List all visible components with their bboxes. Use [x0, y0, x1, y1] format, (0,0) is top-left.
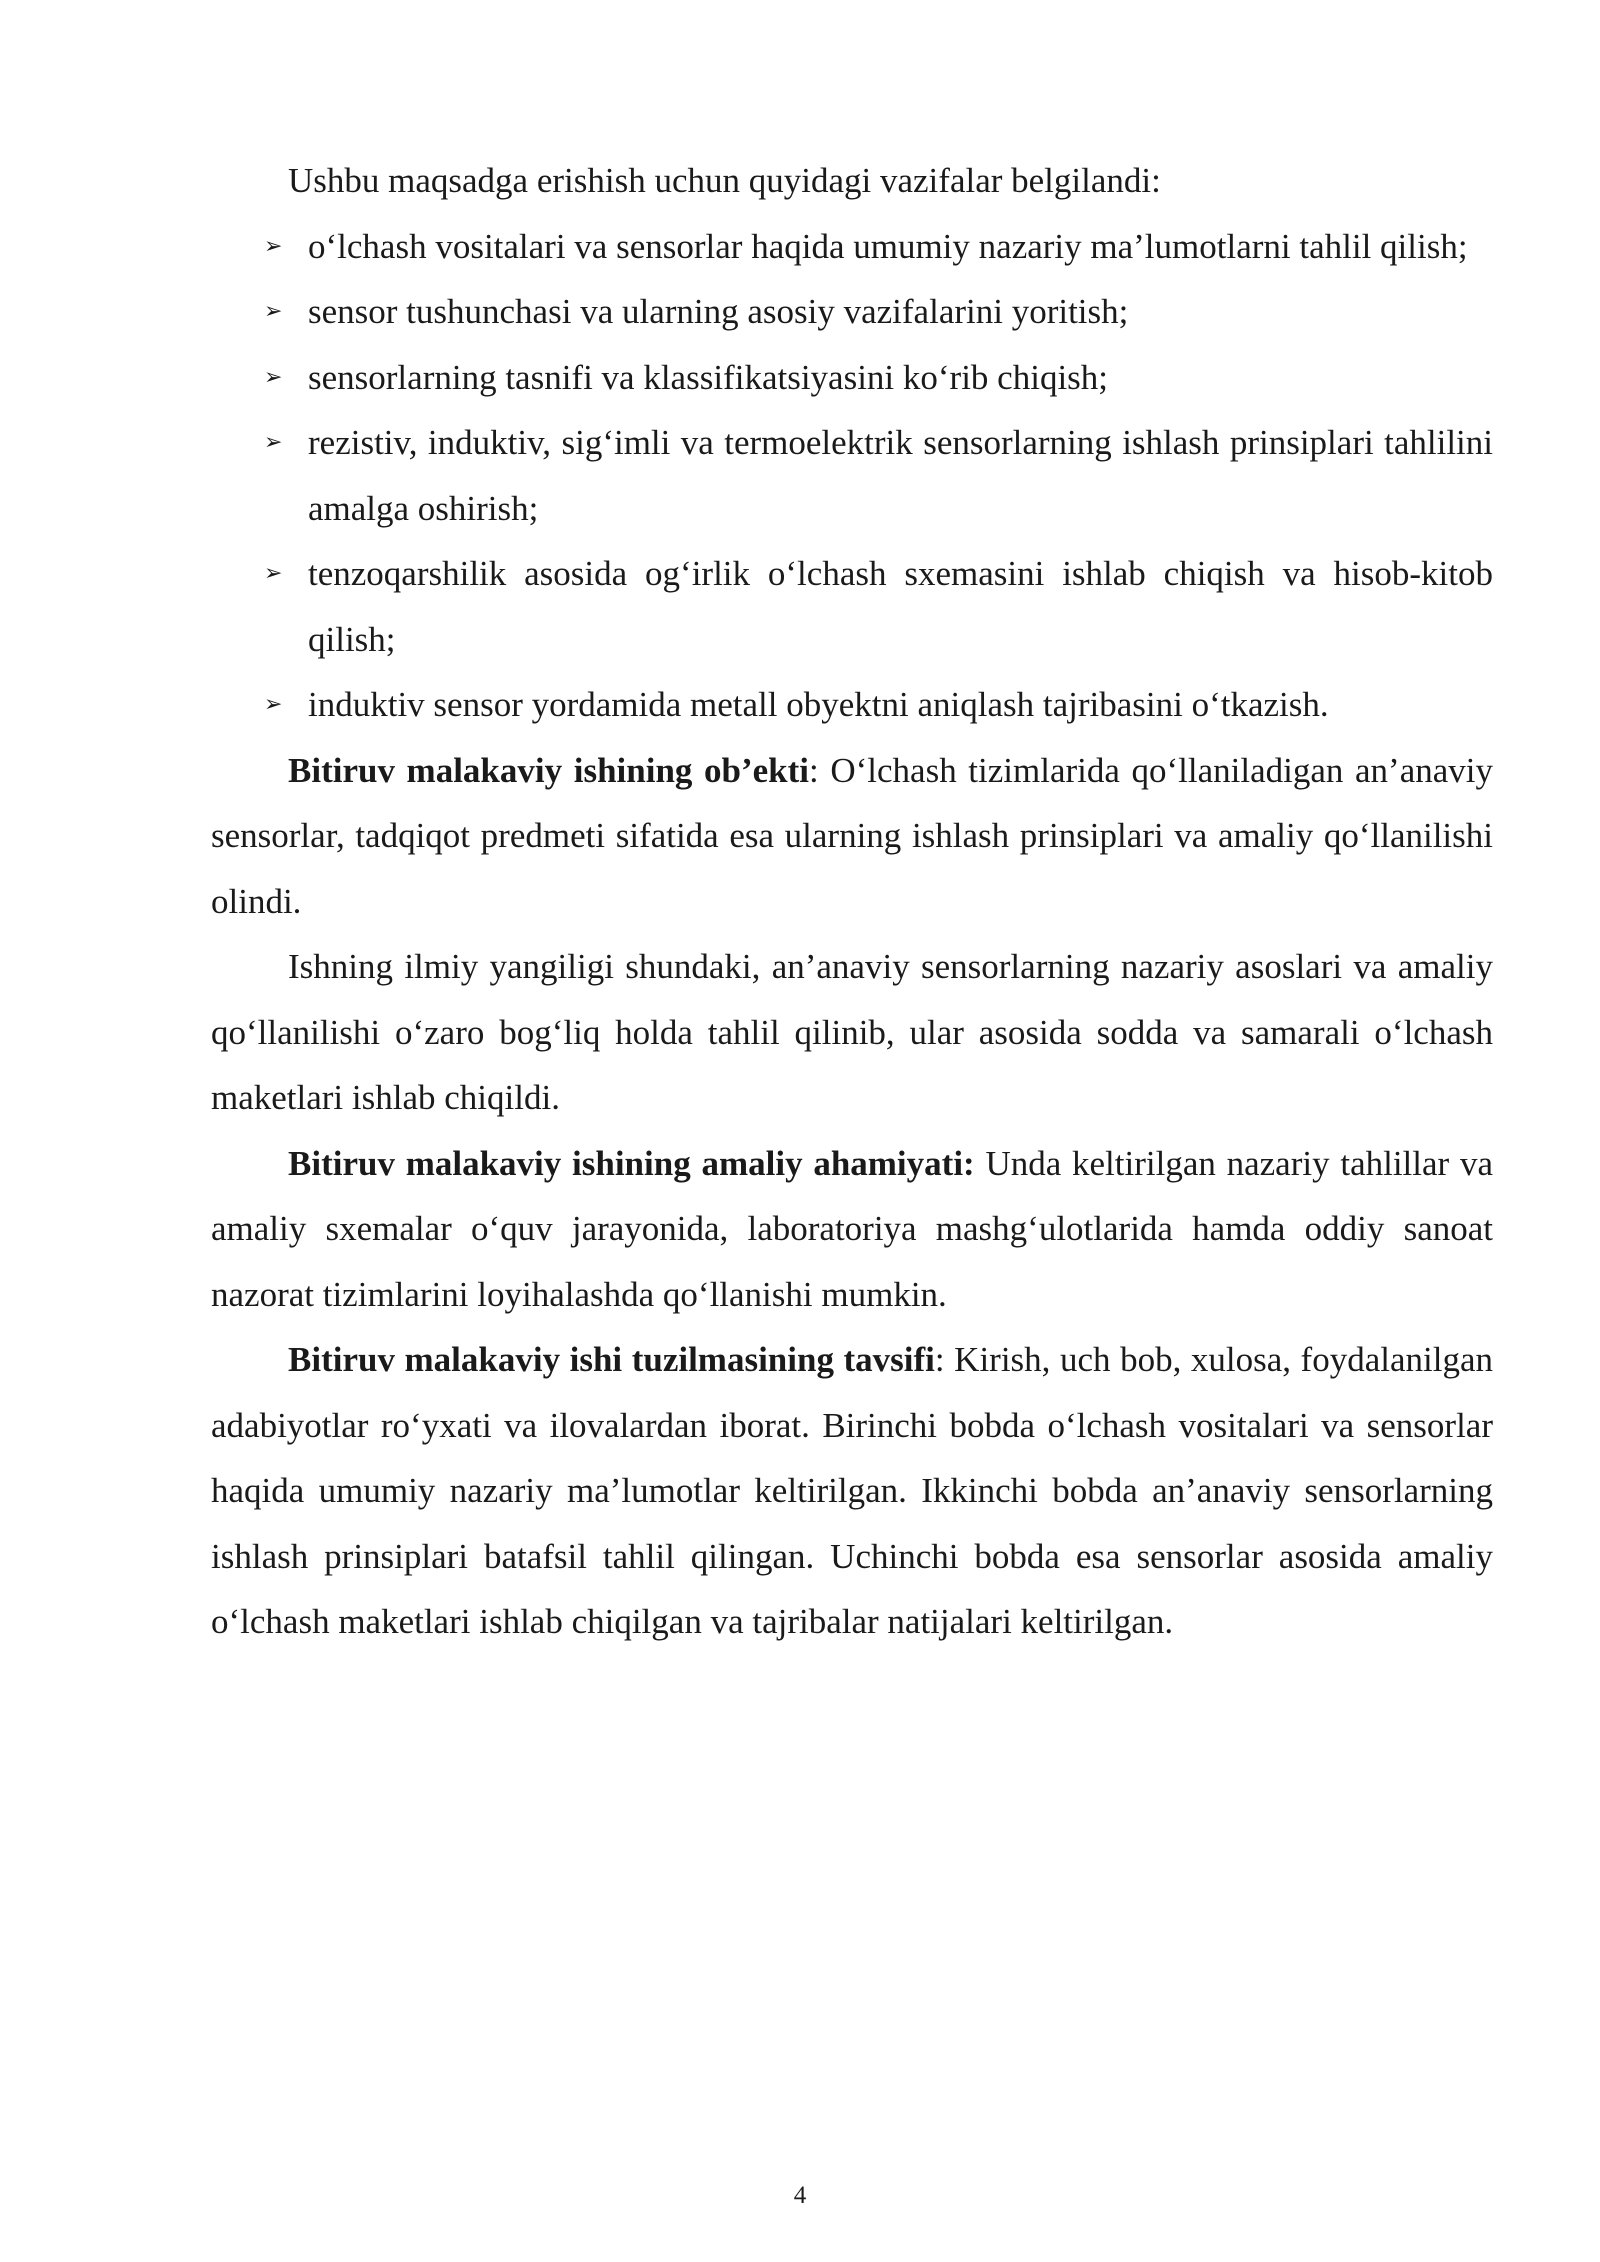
structure-label: Bitiruv malakaviy ishi tuzilmasining tavsifi [288, 1340, 935, 1379]
arrow-bullet-icon: ➢ [264, 364, 283, 390]
structure-text: : Kirish, uch bob, xulosa, foydalanilgan adabiyotlar ro‘yxati va ilovalardan iborat. Birinchi bobda o‘lchash vositalari va sensorlar haqida umumiy nazariy ma’lumotlar keltirilgan. Ikkinchi bobda an’anaviy sensorlarning ishlash prinsiplari batafsil tahlil qilingan. Uchinchi bobda esa sensorlar asosida amaliy o‘lchash maketlari ishlab chiqilgan va tajribalar natijalari keltirilgan. [211, 1340, 1493, 1641]
task-text: sensorlarning tasnifi va klassifikatsiyasini ko‘rib chiqish; [308, 357, 1109, 397]
intro-paragraph: Ushbu maqsadga erishish uchun quyidagi vazifalar belgilandi: [288, 161, 1161, 200]
significance-paragraph [211, 1131, 1493, 1328]
arrow-bullet-icon: ➢ [264, 430, 283, 455]
object-text: : O‘lchash tizimlarida qo‘llaniladigan an’anaviy sensorlar, tadqiqot predmeti sifatida esa ularning ishlash prinsiplari va amaliy qo‘llanilishi olindi. [211, 750, 1493, 921]
arrow-bullet-icon: ➢ [264, 561, 283, 586]
list-item [264, 410, 1493, 541]
structure-paragraph [211, 1327, 1493, 1655]
task-text: tenzoqarshilik asosida og‘irlik o‘lchash sxemasini ishlab chiqish va hisob-kitob qilish; [308, 554, 1493, 659]
list-item [264, 672, 1493, 738]
task-list [211, 214, 1493, 738]
significance-text: Unda keltirilgan nazariy tahlillar va amaliy sxemalar o‘quv jarayonida, laboratoriya mashg‘ulotlarida hamda oddiy sanoat nazorat tizimlarini loyihalashda qo‘llanishi mumkin. [211, 1143, 1493, 1314]
arrow-bullet-icon: ➢ [264, 233, 283, 259]
list-item [264, 541, 1493, 672]
object-label: Bitiruv malakaviy ishining ob’ekti [288, 750, 810, 790]
list-item [264, 279, 1493, 345]
list-item [264, 214, 1493, 280]
task-text: sensor tushunchasi va ularning asosiy vazifalarini yoritish; [308, 292, 1129, 331]
arrow-bullet-icon: ➢ [264, 692, 283, 717]
arrow-bullet-icon: ➢ [264, 299, 283, 324]
list-item [264, 345, 1493, 411]
object-paragraph [211, 738, 1493, 935]
novelty-paragraph: Ishning ilmiy yangiligi shundaki, an’anaviy sensorlarning nazariy asoslari va amaliy qo‘llanilishi o‘zaro bog‘liq holda tahlil qilinib, ular asosida sodda va samarali o‘lchash maketlari ishlab chiqildi. [211, 947, 1493, 1117]
page-number: 4 [793, 2182, 807, 2209]
task-text: o‘lchash vositalari va sensorlar haqida umumiy nazariy ma’lumotlarni tahlil qilish; [308, 226, 1468, 266]
significance-label: Bitiruv malakaviy ishining amaliy ahamiyati: [288, 1143, 975, 1183]
task-text: rezistiv, induktiv, sig‘imli va termoelektrik sensorlarning ishlash prinsiplari tahlilini amalga oshirish; [308, 423, 1493, 528]
task-text: induktiv sensor yordamida metall obyektni aniqlash tajribasini o‘tkazish. [308, 685, 1329, 724]
document-page [211, 148, 1493, 1655]
